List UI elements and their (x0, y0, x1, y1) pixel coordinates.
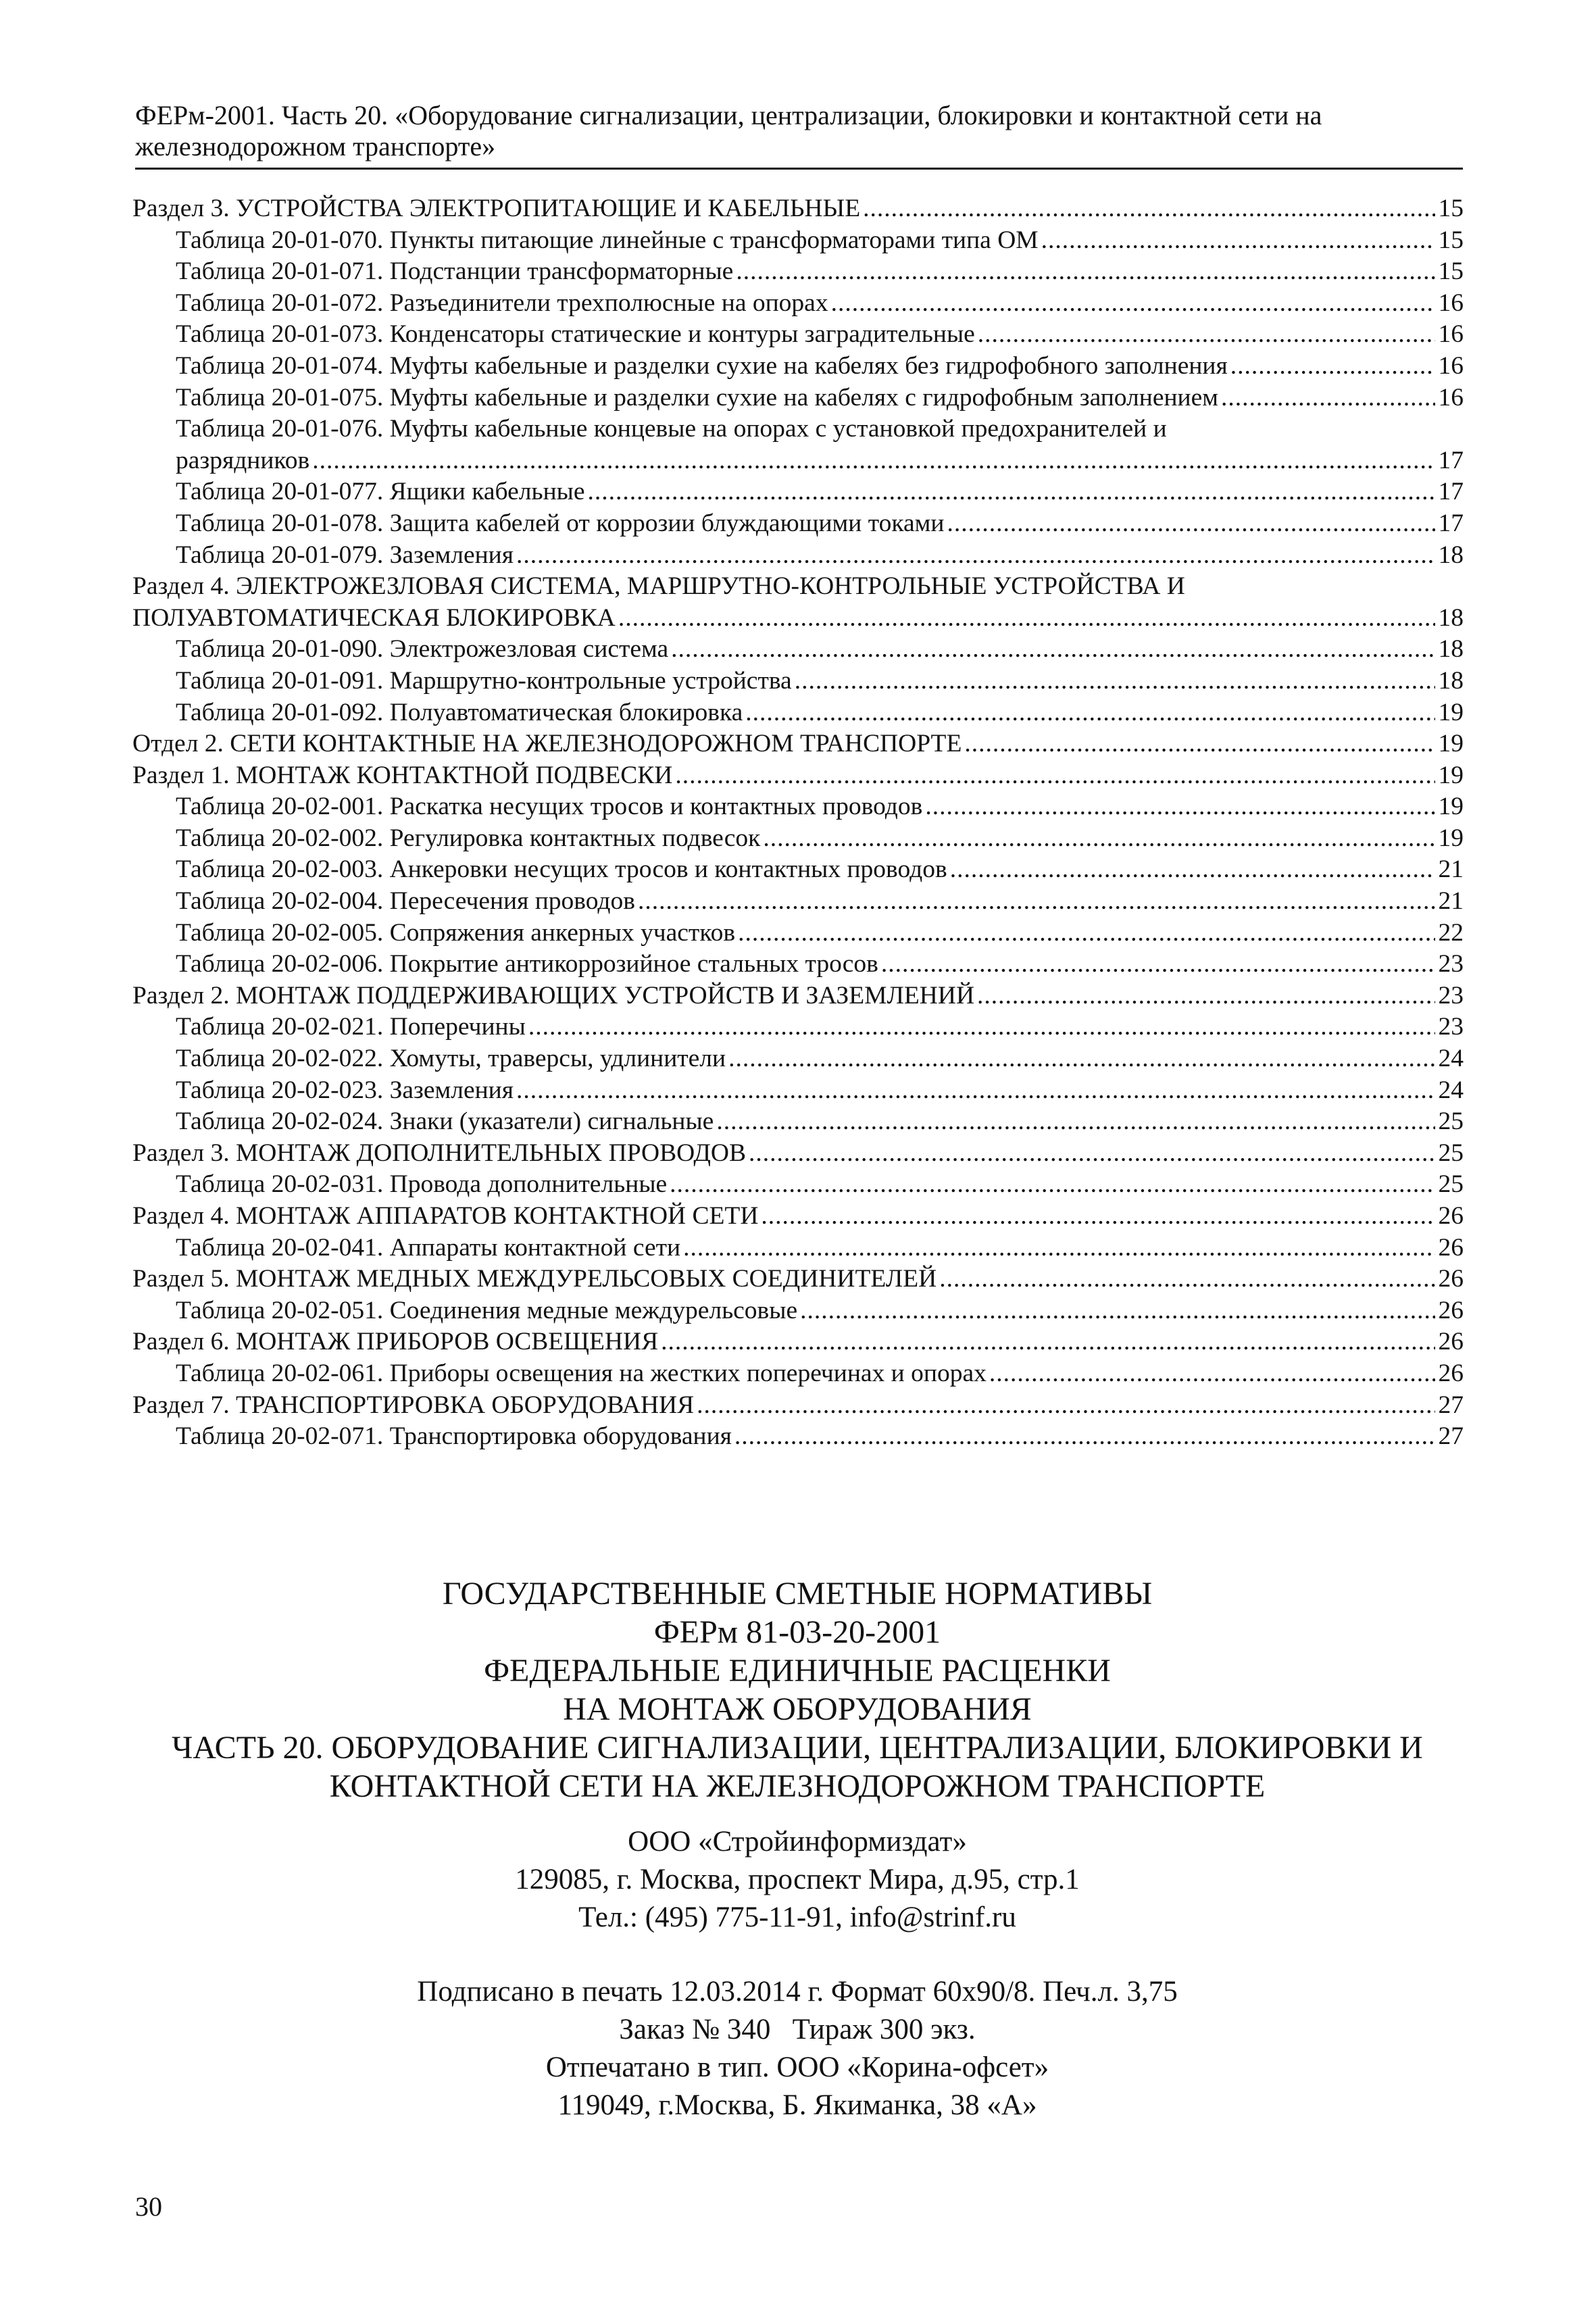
toc-entry-text: Таблица 20-02-006. Покрытие антикоррозийное стальных тросов (176, 950, 878, 978)
print-info-line: Заказ № 340 Тираж 300 экз. (619, 2014, 976, 2045)
print-info-line: Отпечатано в тип. ООО «Корина-офсет» (545, 2051, 1049, 2083)
toc-page-number: 26 (1438, 1233, 1464, 1262)
toc-entry-text: Таблица 20-02-041. Аппараты контактной сети (176, 1233, 681, 1262)
toc-entry[interactable] (132, 508, 1464, 540)
toc-page-number: 19 (1438, 761, 1464, 789)
toc-entry-text: Таблица 20-02-022. Хомуты, траверсы, удлинители (176, 1045, 726, 1073)
toc-dot-leader (734, 1421, 1435, 1453)
toc-dot-leader (1230, 351, 1435, 382)
toc-page-number: 23 (1438, 1013, 1464, 1041)
toc-entry-text: Таблица 20-01-092. Полуавтоматическая блокировка (176, 698, 743, 726)
toc-entry[interactable] (132, 1421, 1464, 1453)
toc-entry-text: Таблица 20-01-079. Заземления (176, 541, 514, 569)
toc-dot-leader (728, 1043, 1435, 1075)
toc-entry[interactable] (132, 886, 1464, 918)
toc-entry-text: Раздел 1. МОНТАЖ КОНТАКТНОЙ ПОДВЕСКИ (132, 761, 673, 789)
toc-entry[interactable] (132, 319, 1464, 351)
toc-entry-text: Таблица 20-02-071. Транспортировка оборудования (176, 1422, 732, 1451)
toc-entry[interactable] (132, 445, 1464, 477)
toc-entry[interactable] (132, 1106, 1464, 1138)
toc-entry-text: Таблица 20-02-024. Знаки (указатели) сигнальные (176, 1107, 714, 1136)
toc-dot-leader (881, 949, 1435, 980)
header-line-2: железнодорожном транспорте» (135, 131, 496, 161)
toc-dot-leader (800, 1295, 1435, 1327)
toc-entry[interactable] (132, 1358, 1464, 1390)
toc-entry[interactable] (132, 728, 1464, 760)
toc-entry[interactable] (132, 225, 1464, 257)
toc-entry[interactable] (132, 1390, 1464, 1422)
toc-entry[interactable] (132, 980, 1464, 1012)
toc-entry[interactable] (132, 666, 1464, 697)
toc-entry-continuation: ПОЛУАВТОМАТИЧЕСКАЯ БЛОКИРОВКА (132, 603, 616, 632)
toc-dot-leader (1041, 225, 1435, 257)
toc-entry[interactable] (132, 476, 1464, 508)
toc-dot-leader (738, 918, 1435, 949)
toc-page-number: 19 (1438, 698, 1464, 726)
toc-entry[interactable] (132, 760, 1464, 792)
toc-entry[interactable] (132, 823, 1464, 855)
toc-page-number: 18 (1438, 635, 1464, 664)
toc-page-number: 16 (1438, 351, 1464, 380)
toc-entry-text: Таблица 20-02-003. Анкеровки несущих тросов и контактных проводов (176, 855, 947, 884)
publisher-address: 129085, г. Москва, проспект Мира, д.95, стр.1 (515, 1864, 1080, 1895)
toc-page-number: 19 (1438, 824, 1464, 852)
print-info-block (122, 1973, 1473, 2124)
toc-entry-text: Таблица 20-02-005. Сопряжения анкерных участков (176, 918, 736, 947)
toc-page-number: 25 (1438, 1107, 1464, 1136)
toc-page-number: 27 (1438, 1391, 1464, 1419)
toc-dot-leader (697, 1390, 1435, 1422)
toc-dot-leader (745, 697, 1435, 729)
toc-entry[interactable] (132, 1233, 1464, 1264)
toc-entry-text: Таблица 20-01-075. Муфты кабельные и разделки сухие на кабелях с гидрофобным заполнением (176, 383, 1218, 412)
toc-page-number: 24 (1438, 1045, 1464, 1073)
toc-entry-text: Таблица 20-01-077. Ящики кабельные (176, 478, 585, 506)
toc-page-number: 15 (1438, 257, 1464, 286)
toc-dot-leader (516, 1075, 1435, 1107)
toc-page-number: 26 (1438, 1328, 1464, 1356)
toc-dot-leader (716, 1106, 1435, 1138)
toc-entry[interactable] (132, 256, 1464, 288)
title-line: ЧАСТЬ 20. ОБОРУДОВАНИЕ СИГНАЛИЗАЦИИ, ЦЕНТРАЛИЗАЦИИ, БЛОКИРОВКИ И (172, 1730, 1423, 1766)
toc-dot-leader (671, 634, 1435, 666)
toc-page-number: 16 (1438, 383, 1464, 412)
toc-entry-text: Таблица 20-02-051. Соединения медные междурельсовые (176, 1296, 798, 1324)
publisher-block (122, 1823, 1473, 1937)
toc-dot-leader (683, 1233, 1435, 1264)
toc-dot-leader (831, 288, 1435, 320)
toc-entry[interactable] (132, 288, 1464, 320)
toc-entry-text: Таблица 20-02-031. Провода дополнительные (176, 1170, 668, 1199)
toc-entry[interactable] (132, 854, 1464, 886)
publisher-contacts: Тел.: (495) 775-11-91, info@strinf.ru (578, 1901, 1016, 1933)
toc-dot-leader (312, 445, 1435, 477)
toc-page-number: 17 (1438, 446, 1464, 474)
toc-entry-text: Таблица 20-02-021. Поперечины (176, 1013, 526, 1041)
toc-entry[interactable] (132, 1169, 1464, 1201)
toc-page-number: 25 (1438, 1170, 1464, 1199)
toc-entry-text: Таблица 20-01-076. Муфты кабельные концевые на опорах с установкой предохранителей и (176, 415, 1167, 443)
running-header (135, 100, 1460, 162)
toc-page-number: 17 (1438, 478, 1464, 506)
toc-page-number: 26 (1438, 1202, 1464, 1230)
toc-dot-leader (1221, 382, 1435, 414)
toc-entry[interactable] (132, 697, 1464, 729)
toc-entry[interactable] (132, 540, 1464, 572)
toc-page-number: 16 (1438, 320, 1464, 349)
print-info-line: Подписано в печать 12.03.2014 г. Формат 60х90/8. Печ.л. 3,75 (417, 1976, 1178, 2008)
title-line: ФЕРм 81-03-20-2001 (653, 1614, 941, 1650)
toc-entry[interactable] (132, 193, 1464, 225)
toc-dot-leader (761, 1201, 1435, 1233)
toc-dot-leader (670, 1169, 1435, 1201)
toc-dot-leader (978, 319, 1435, 351)
toc-entry-text: Таблица 20-02-061. Приборы освещения на жестких поперечинах и опорах (176, 1359, 987, 1387)
toc-entry[interactable] (132, 949, 1464, 980)
toc-entry-text: Таблица 20-01-090. Электрожезловая система (176, 635, 669, 664)
toc-page-number: 21 (1438, 855, 1464, 884)
toc-page-number: 23 (1438, 950, 1464, 978)
title-block (122, 1574, 1473, 1806)
toc-entry-text: Раздел 4. ЭЛЕКТРОЖЕЗЛОВАЯ СИСТЕМА, МАРШРУТНО-КОНТРОЛЬНЫЕ УСТРОЙСТВА И (132, 572, 1185, 601)
toc-entry-text: Таблица 20-02-001. Раскатка несущих тросов и контактных проводов (176, 793, 923, 821)
toc-page-number: 22 (1438, 918, 1464, 947)
toc-entry-text: Раздел 3. УСТРОЙСТВА ЭЛЕКТРОПИТАЮЩИЕ И КАБЕЛЬНЫЕ (132, 195, 861, 222)
toc-entry-text: Таблица 20-02-002. Регулировка контактных подвесок (176, 824, 761, 852)
toc-entry[interactable] (132, 791, 1464, 823)
toc-entry-text: Раздел 3. МОНТАЖ ДОПОЛНИТЕЛЬНЫХ ПРОВОДОВ (132, 1139, 747, 1167)
toc-dot-leader (587, 476, 1435, 508)
table-of-contents (132, 193, 1464, 1453)
toc-entry-text: Таблица 20-01-091. Маршрутно-контрольные устройства (176, 666, 792, 695)
toc-entry-text: Таблица 20-01-071. Подстанции трансформаторные (176, 257, 734, 286)
toc-page-number: 15 (1438, 195, 1464, 222)
title-line: ГОСУДАРСТВЕННЫЕ СМЕТНЫЕ НОРМАТИВЫ (442, 1576, 1153, 1612)
toc-dot-leader (516, 540, 1435, 572)
toc-dot-leader (939, 1264, 1435, 1295)
toc-entry-text: Раздел 2. МОНТАЖ ПОДДЕРЖИВАЮЩИХ УСТРОЙСТВ И ЗАЗЕМЛЕНИЙ (132, 981, 975, 1010)
toc-entry[interactable] (132, 1138, 1464, 1170)
toc-page-number: 18 (1438, 541, 1464, 569)
toc-dot-leader (863, 193, 1435, 225)
toc-entry-text: Раздел 5. МОНТАЖ МЕДНЫХ МЕЖДУРЕЛЬСОВЫХ СОЕДИНИТЕЛЕЙ (132, 1265, 937, 1293)
toc-page-number: 26 (1438, 1359, 1464, 1387)
toc-entry-text: Раздел 6. МОНТАЖ ПРИБОРОВ ОСВЕЩЕНИЯ (132, 1328, 659, 1356)
header-rule (135, 168, 1463, 170)
toc-entry[interactable] (132, 1012, 1464, 1043)
toc-entry[interactable] (132, 1201, 1464, 1233)
toc-dot-leader (964, 728, 1435, 760)
toc-entry-text: Раздел 4. МОНТАЖ АППАРАТОВ КОНТАКТНОЙ СЕТИ (132, 1202, 759, 1230)
toc-page-number: 19 (1438, 730, 1464, 758)
toc-entry[interactable] (132, 1075, 1464, 1107)
header-line-1: ФЕРм-2001. Часть 20. «Оборудование сигнализации, централизации, блокировки и контактной сети на (135, 100, 1322, 130)
toc-page-number: 18 (1438, 603, 1464, 632)
toc-dot-leader (989, 1358, 1435, 1390)
toc-page-number: 25 (1438, 1139, 1464, 1167)
toc-entry[interactable] (132, 1295, 1464, 1327)
toc-page-number: 17 (1438, 509, 1464, 537)
toc-page-number: 15 (1438, 226, 1464, 254)
title-line: КОНТАКТНОЙ СЕТИ НА ЖЕЛЕЗНОДОРОЖНОМ ТРАНСПОРТЕ (329, 1768, 1266, 1804)
toc-page-number: 24 (1438, 1076, 1464, 1104)
toc-entry-text: Отдел 2. СЕТИ КОНТАКТНЫЕ НА ЖЕЛЕЗНОДОРОЖНОМ ТРАНСПОРТЕ (132, 730, 962, 758)
toc-entry-text: Раздел 7. ТРАНСПОРТИРОВКА ОБОРУДОВАНИЯ (132, 1391, 695, 1419)
toc-page-number: 23 (1438, 981, 1464, 1010)
toc-dot-leader (763, 823, 1435, 855)
toc-page-number: 19 (1438, 793, 1464, 821)
toc-entry-text: Таблица 20-01-072. Разъединители трехполюсные на опорах (176, 289, 828, 317)
toc-dot-leader (528, 1012, 1435, 1043)
toc-dot-leader (736, 256, 1435, 288)
toc-dot-leader (950, 854, 1435, 886)
toc-dot-leader (795, 666, 1435, 697)
toc-dot-leader (638, 886, 1435, 918)
toc-entry-text: Таблица 20-01-074. Муфты кабельные и разделки сухие на кабелях без гидрофобного заполнения (176, 351, 1228, 380)
toc-dot-leader (661, 1326, 1435, 1358)
toc-entry[interactable] (132, 382, 1464, 414)
toc-entry-text: Таблица 20-02-004. Пересечения проводов (176, 887, 635, 916)
toc-entry-text: Таблица 20-01-073. Конденсаторы статические и контуры заградительные (176, 320, 975, 349)
toc-entry[interactable] (132, 351, 1464, 382)
toc-dot-leader (925, 791, 1435, 823)
title-line: НА МОНТАЖ ОБОРУДОВАНИЯ (563, 1691, 1032, 1727)
toc-page-number: 26 (1438, 1265, 1464, 1293)
toc-dot-leader (618, 603, 1435, 634)
toc-entry[interactable] (132, 1264, 1464, 1295)
toc-entry[interactable] (132, 634, 1464, 666)
toc-entry-text: Таблица 20-01-078. Защита кабелей от коррозии блуждающими токами (176, 509, 945, 537)
toc-dot-leader (947, 508, 1435, 540)
toc-dot-leader (749, 1138, 1435, 1170)
toc-entry[interactable] (132, 603, 1464, 634)
toc-page-number: 26 (1438, 1296, 1464, 1324)
title-line: ФЕДЕРАЛЬНЫЕ ЕДИНИЧНЫЕ РАСЦЕНКИ (484, 1653, 1111, 1689)
publisher-name: ООО «Стройинформиздат» (628, 1826, 967, 1858)
toc-entry[interactable] (132, 1043, 1464, 1075)
toc-entry[interactable] (132, 918, 1464, 949)
print-info-line: 119049, г.Москва, Б. Якиманка, 38 «А» (557, 2089, 1037, 2121)
toc-page-number: 21 (1438, 887, 1464, 916)
toc-entry-continuation: разрядников (176, 446, 310, 474)
toc-entry-text: Таблица 20-02-023. Заземления (176, 1076, 514, 1104)
toc-page-number: 18 (1438, 666, 1464, 695)
toc-entry[interactable] (132, 1326, 1464, 1358)
toc-page-number: 27 (1438, 1422, 1464, 1451)
toc-dot-leader (675, 760, 1435, 792)
toc-entry-text: Таблица 20-01-070. Пункты питающие линейные с трансформаторами типа ОМ (176, 226, 1039, 254)
toc-page-number: 16 (1438, 289, 1464, 317)
page-number: 30 (135, 2191, 162, 2222)
toc-dot-leader (977, 980, 1435, 1012)
